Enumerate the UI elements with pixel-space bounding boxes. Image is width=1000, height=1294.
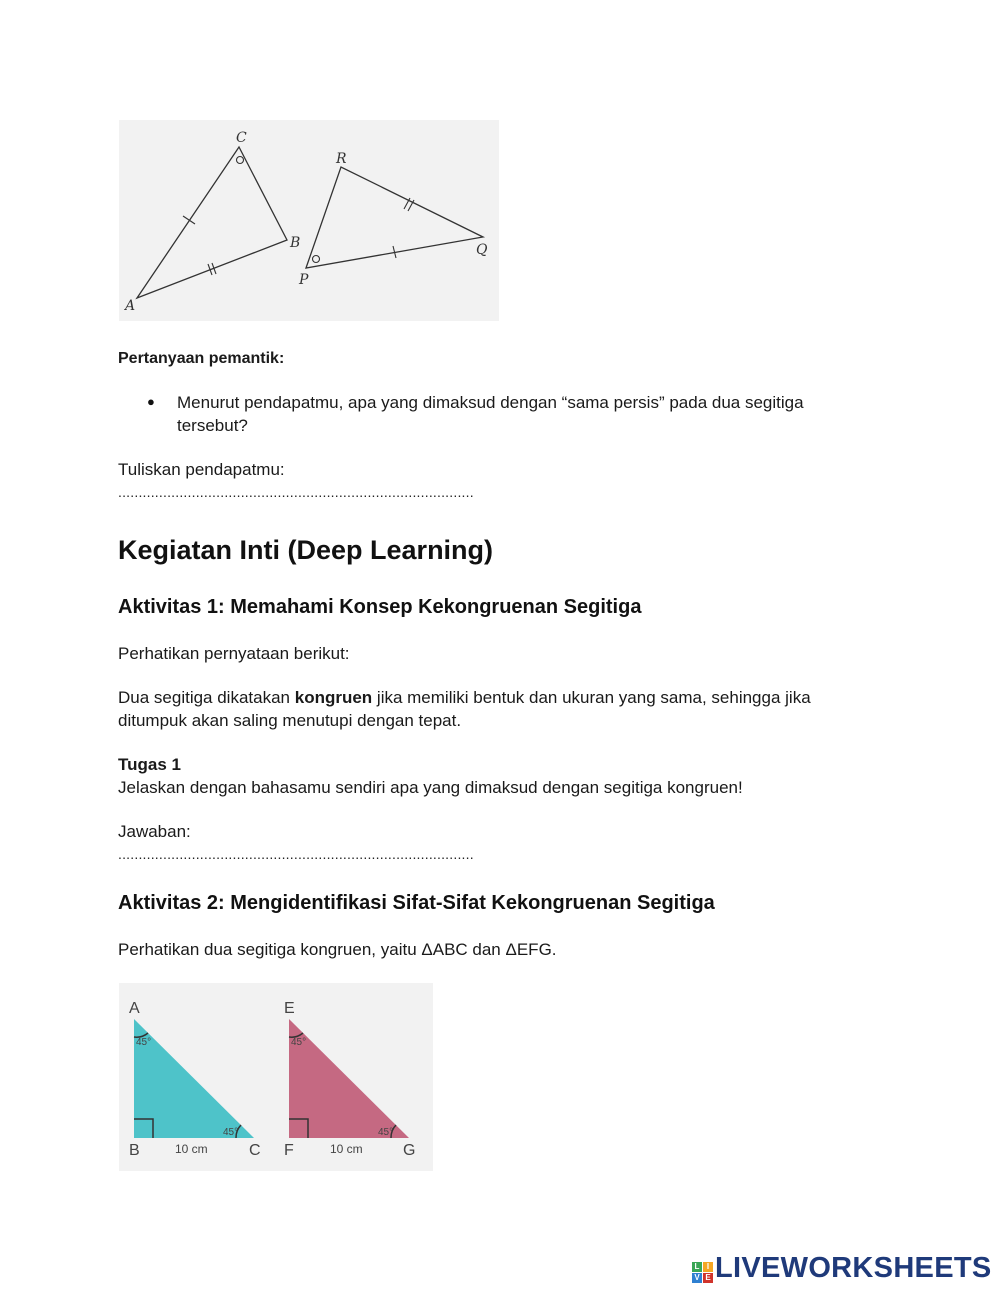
logo-mark-letter: L bbox=[692, 1262, 702, 1272]
bullet-dot: ● bbox=[147, 394, 155, 409]
task-1-title: Tugas 1 bbox=[118, 755, 181, 774]
triangle-abc-right bbox=[134, 1019, 254, 1138]
congruent-definition-line-1 bbox=[118, 686, 811, 709]
congruent-triangles-svg bbox=[119, 983, 433, 1171]
activity-1-intro: Perhatikan pernyataan berikut: bbox=[118, 644, 350, 663]
opinion-answer-line[interactable]: ....................................................................................... bbox=[118, 484, 474, 500]
activity-2-intro: Perhatikan dua segitiga kongruen, yaitu ΔABC dan ΔEFG. bbox=[118, 940, 557, 959]
congruent-definition-line-2: ditumpuk akan saling menutupi dengan tepat. bbox=[118, 711, 462, 730]
triangles-svg bbox=[119, 120, 499, 321]
activity-1-title: Aktivitas 1: Memahami Konsep Kekongruenan Segitiga bbox=[118, 596, 642, 618]
triangle-efg-right bbox=[289, 1019, 409, 1138]
vertex-label-c: C bbox=[236, 130, 247, 146]
angle-label-g: 45° bbox=[378, 1127, 394, 1138]
activity-2-title: Aktivitas 2: Mengidentifikasi Sifat-Sifat Kekongruenan Segitiga bbox=[118, 892, 715, 914]
definition-text-before: Dua segitiga dikatakan bbox=[118, 688, 295, 707]
angle-label-e: 45° bbox=[291, 1037, 307, 1048]
triangle-abc bbox=[137, 147, 287, 298]
question-heading: Pertanyaan pemantik: bbox=[118, 350, 285, 367]
opinion-prompt: Tuliskan pendapatmu: bbox=[118, 460, 285, 479]
side-length-bc: 10 cm bbox=[175, 1142, 208, 1156]
vertex-label-r: R bbox=[336, 151, 347, 167]
bullet-question-line-2: tersebut? bbox=[177, 416, 248, 435]
vertex-label-a2: A bbox=[129, 1000, 140, 1017]
vertex-label-b2: B bbox=[129, 1142, 140, 1159]
logo-mark-icon bbox=[692, 1262, 713, 1283]
bullet-question-line-1: Menurut pendapatmu, apa yang dimaksud dengan “sama persis” pada dua segitiga bbox=[177, 393, 804, 412]
definition-text-after: jika memiliki bentuk dan ukuran yang sama, sehingga jika bbox=[372, 688, 811, 707]
liveworksheets-logo[interactable] bbox=[692, 1252, 992, 1285]
side-length-fg: 10 cm bbox=[330, 1142, 363, 1156]
vertex-label-b: B bbox=[290, 235, 301, 251]
tick-ac bbox=[183, 216, 195, 224]
logo-mark-letter: I bbox=[703, 1262, 713, 1272]
vertex-label-e: E bbox=[284, 1000, 295, 1017]
vertex-label-p: P bbox=[299, 272, 309, 288]
angle-label-a: 45° bbox=[136, 1037, 152, 1048]
vertex-label-c2: C bbox=[249, 1142, 261, 1159]
angle-mark-c bbox=[237, 157, 244, 164]
logo-mark-letter: V bbox=[692, 1273, 702, 1283]
vertex-label-q: Q bbox=[476, 242, 488, 258]
triangles-figure-1 bbox=[119, 120, 499, 321]
vertex-label-f: F bbox=[284, 1142, 294, 1159]
answer-label: Jawaban: bbox=[118, 822, 191, 841]
logo-mark-letter: E bbox=[703, 1273, 713, 1283]
logo-text: LIVEWORKSHEETS bbox=[715, 1252, 992, 1284]
definition-term-kongruen: kongruen bbox=[294, 688, 373, 707]
angle-mark-p bbox=[313, 256, 320, 263]
task-1-text: Jelaskan dengan bahasamu sendiri apa yang dimaksud dengan segitiga kongruen! bbox=[118, 778, 743, 797]
task-1-answer-line[interactable]: ....................................................................................... bbox=[118, 846, 474, 862]
vertex-label-g: G bbox=[403, 1142, 416, 1159]
angle-label-c: 45° bbox=[223, 1127, 239, 1138]
vertex-label-a: A bbox=[125, 298, 136, 314]
triangles-figure-2 bbox=[119, 983, 433, 1171]
section-title: Kegiatan Inti (Deep Learning) bbox=[118, 535, 494, 565]
